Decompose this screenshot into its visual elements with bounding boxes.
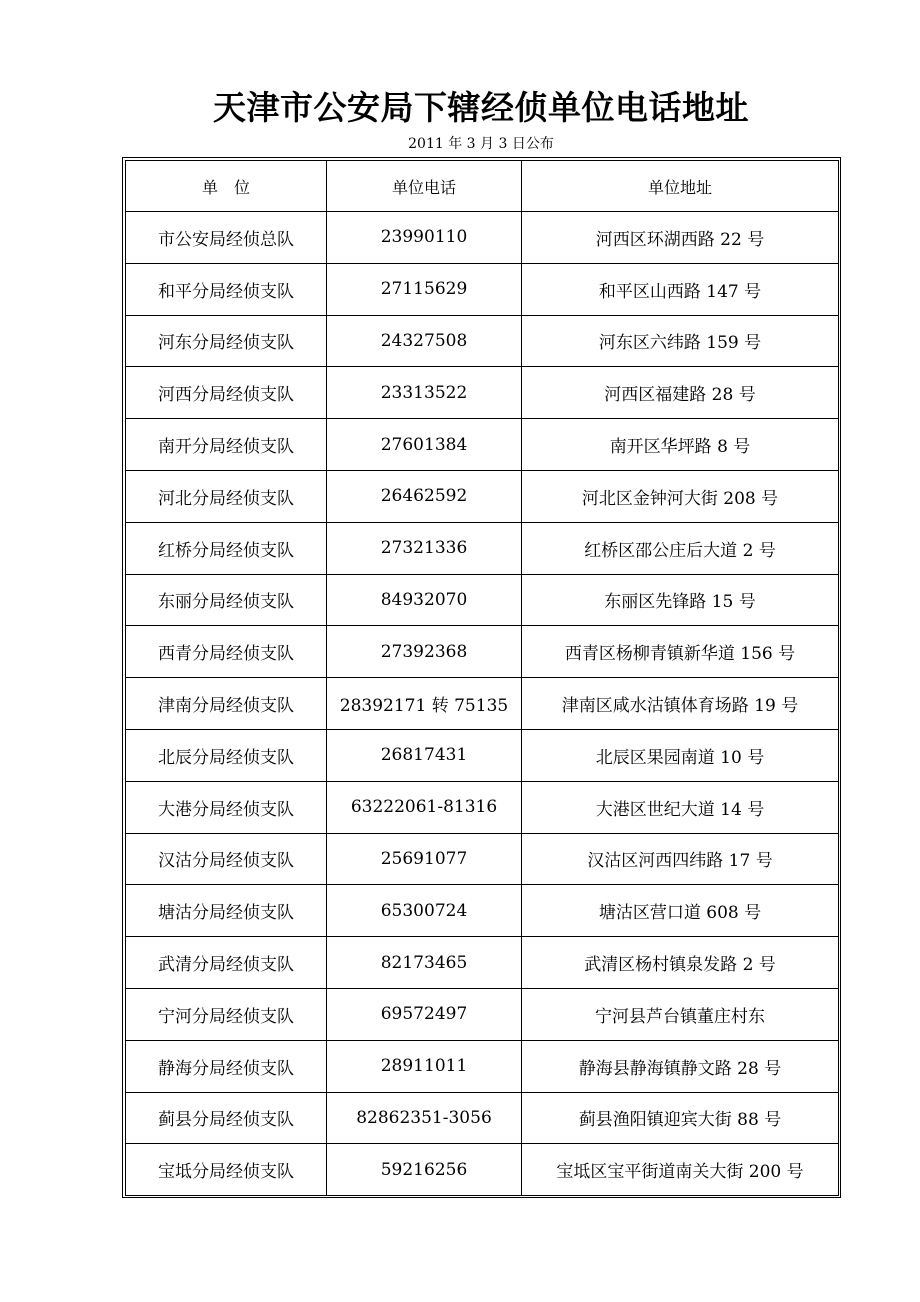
publish-date: 2011 年 3 月 3 日公布 <box>408 136 554 152</box>
unit-cell: 津南分局经侦支队 <box>126 678 327 730</box>
table-body <box>126 212 839 1196</box>
header-phone: 单位电话 <box>327 161 522 212</box>
table-row <box>126 263 839 315</box>
unit-cell: 大港分局经侦支队 <box>126 781 327 833</box>
table-row <box>126 1092 839 1144</box>
phone-cell: 82862351-3056 <box>327 1092 522 1144</box>
table-row <box>126 833 839 885</box>
address-cell: 津南区咸水沽镇体育场路 19 号 <box>522 678 839 730</box>
address-cell: 河西区福建路 28 号 <box>522 367 839 419</box>
phone-cell: 65300724 <box>327 885 522 937</box>
header-unit: 单 位 <box>126 161 327 212</box>
phone-cell: 59216256 <box>327 1144 522 1196</box>
header-address: 单位地址 <box>522 161 839 212</box>
table-row <box>126 678 839 730</box>
address-cell: 宝坻区宝平街道南关大街 200 号 <box>522 1144 839 1196</box>
unit-cell: 北辰分局经侦支队 <box>126 729 327 781</box>
unit-cell: 南开分局经侦支队 <box>126 419 327 471</box>
address-cell: 塘沽区营口道 608 号 <box>522 885 839 937</box>
address-cell: 蓟县渔阳镇迎宾大街 88 号 <box>522 1092 839 1144</box>
table-row <box>126 781 839 833</box>
unit-cell: 市公安局经侦总队 <box>126 212 327 264</box>
table-row <box>126 626 839 678</box>
address-cell: 河北区金钟河大街 208 号 <box>522 470 839 522</box>
phone-cell: 26462592 <box>327 470 522 522</box>
phone-cell: 69572497 <box>327 988 522 1040</box>
page-title: 天津市公安局下辖经侦单位电话地址 <box>213 88 749 127</box>
table-row <box>126 574 839 626</box>
address-cell: 武清区杨村镇泉发路 2 号 <box>522 937 839 989</box>
table-row <box>126 212 839 264</box>
address-cell: 东丽区先锋路 15 号 <box>522 574 839 626</box>
table-row <box>126 1040 839 1092</box>
address-cell: 静海县静海镇静文路 28 号 <box>522 1040 839 1092</box>
phone-cell: 27392368 <box>327 626 522 678</box>
phone-cell: 24327508 <box>327 315 522 367</box>
phone-cell: 82173465 <box>327 937 522 989</box>
phone-cell: 23313522 <box>327 367 522 419</box>
unit-cell: 河北分局经侦支队 <box>126 470 327 522</box>
contact-table <box>125 160 839 1196</box>
address-cell: 河东区六纬路 159 号 <box>522 315 839 367</box>
address-cell: 北辰区果园南道 10 号 <box>522 729 839 781</box>
table-row <box>126 937 839 989</box>
unit-cell: 宝坻分局经侦支队 <box>126 1144 327 1196</box>
table-row <box>126 470 839 522</box>
phone-cell: 28392171 转 75135 <box>327 678 522 730</box>
table-row <box>126 1144 839 1196</box>
unit-cell: 东丽分局经侦支队 <box>126 574 327 626</box>
unit-cell: 宁河分局经侦支队 <box>126 988 327 1040</box>
unit-cell: 和平分局经侦支队 <box>126 263 327 315</box>
address-cell: 河西区环湖西路 22 号 <box>522 212 839 264</box>
unit-cell: 汉沽分局经侦支队 <box>126 833 327 885</box>
table-row <box>126 522 839 574</box>
table-row <box>126 367 839 419</box>
unit-cell: 河东分局经侦支队 <box>126 315 327 367</box>
unit-cell: 红桥分局经侦支队 <box>126 522 327 574</box>
unit-cell: 西青分局经侦支队 <box>126 626 327 678</box>
phone-cell: 27321336 <box>327 522 522 574</box>
table-row <box>126 885 839 937</box>
address-cell: 南开区华坪路 8 号 <box>522 419 839 471</box>
phone-cell: 26817431 <box>327 729 522 781</box>
phone-cell: 63222061-81316 <box>327 781 522 833</box>
phone-cell: 23990110 <box>327 212 522 264</box>
unit-cell: 蓟县分局经侦支队 <box>126 1092 327 1144</box>
table-row <box>126 419 839 471</box>
phone-cell: 28911011 <box>327 1040 522 1092</box>
table-row <box>126 988 839 1040</box>
unit-cell: 武清分局经侦支队 <box>126 937 327 989</box>
address-cell: 大港区世纪大道 14 号 <box>522 781 839 833</box>
unit-cell: 静海分局经侦支队 <box>126 1040 327 1092</box>
phone-cell: 84932070 <box>327 574 522 626</box>
table-row <box>126 315 839 367</box>
address-cell: 和平区山西路 147 号 <box>522 263 839 315</box>
phone-cell: 27115629 <box>327 263 522 315</box>
unit-cell: 塘沽分局经侦支队 <box>126 885 327 937</box>
phone-cell: 25691077 <box>327 833 522 885</box>
unit-cell: 河西分局经侦支队 <box>126 367 327 419</box>
table-header-row <box>126 161 839 212</box>
address-cell: 红桥区邵公庄后大道 2 号 <box>522 522 839 574</box>
table-row <box>126 729 839 781</box>
address-cell: 汉沽区河西四纬路 17 号 <box>522 833 839 885</box>
address-cell: 宁河县芦台镇董庄村东 <box>522 988 839 1040</box>
phone-cell: 27601384 <box>327 419 522 471</box>
address-cell: 西青区杨柳青镇新华道 156 号 <box>522 626 839 678</box>
